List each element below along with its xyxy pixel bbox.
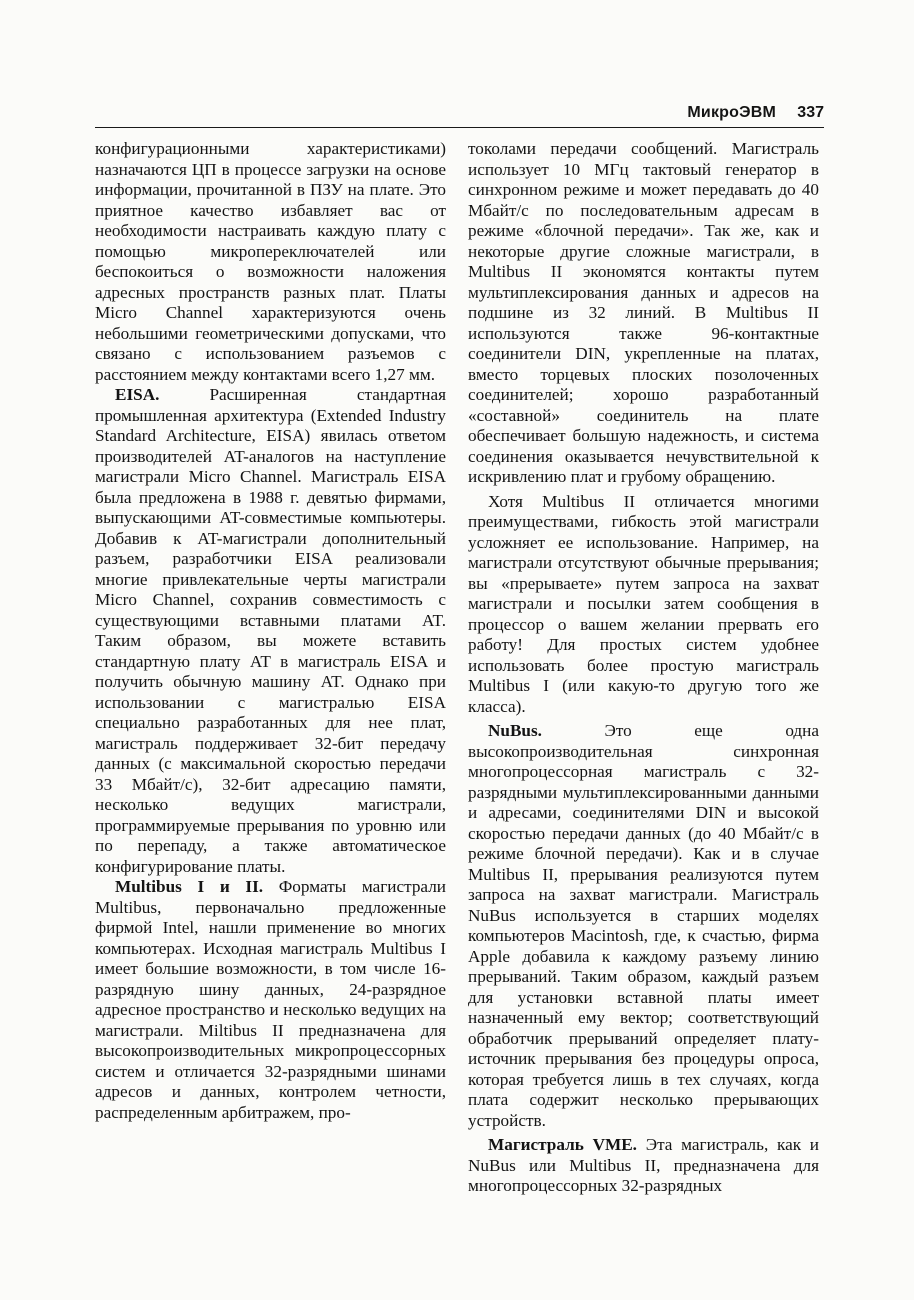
paragraph-vme: [468, 1135, 819, 1197]
paragraph-eisa: [95, 385, 446, 877]
paragraph-multibus-flexibility: Хотя Multibus II отличается многими преимуществами, гибкость этой магистрали усложняет ее использование. Например, на магистрали отсутствуют обычные прерывания; вы «прерываете» путем запроса на захват магистрали и посылки затем сообщения в процессор о вашем желании прервать его работу! Для простых систем удобнее использовать более простую магистраль Multibus I (или какую-то другую того же класса).: [468, 491, 819, 716]
right-column: [468, 139, 819, 1197]
paragraph-micro-channel-continued: конфигурационными характеристиками) назначаются ЦП в процессе загрузки на основе информации, прочитанной в ПЗУ на плате. Это приятное качество избавляет вас от необходимости настраивать каждую плату с помощью микропереключателей или беспокоиться о возможности наложения адресных пространств разных плат. Платы Micro Channel характеризуются очень небольшими геометрическими допусками, что связано с использованием разъемов с расстоянием между контактами всего 1,27 мм.: [95, 139, 446, 384]
paragraph-multibus: [95, 877, 446, 1123]
eisa-text: Расширенная стандартная промышленная архитектура (Extended Industry Standard Architecture, EISA) явилась ответом производителей AT-аналогов на наступление магистрали Micro Channel. Магистраль EISA была предложена в 1988 г. девятью фирмами, выпускающими AT-совместимые компьютеры. Добавив к AT-магистрали дополнительный разъем, разработчики EISA реализовали многие привлекательные черты магистрали Micro Channel, сохранив совместимость с существующими вставными платами AT. Таким образом, вы можете вставить стандартную плату AT в магистраль EISA и получить обычную машину AT. Однако при использовании с магистралью EISA специально разработанных для нее плат, магистраль поддерживает 32-бит передачу данных (с максимальной скоростью передачи 33 Мбайт/с), 32-бит адресацию памяти, несколько ведущих магистрали, программируемые прерывания по уровню или по перепаду, а также автоматическое конфигурирование платы.: [95, 385, 447, 876]
paragraph-multibus-continued: токолами передачи сообщений. Магистраль использует 10 МГц тактовый генератор в синхронном режиме и может передавать до 40 Мбайт/с по последовательным адресам в режиме «блочной передачи». Так же, как и некоторые другие сложные магистрали, в Multibus II экономятся контакты путем мультиплексирования данных и адресов на подшине из 32 линий. В Multibus II используются также 96-контактные соединители DIN, укрепленные на платах, вместо торцевых плоских позолоченных соединителей; хорошо разработанный «составной» соединитель на плате обеспечивает большую надежность, и система соединения оказывается нечувствительной к искривлению плат и грубому обращению.: [468, 139, 819, 486]
multibus-heading: Multibus I и II.: [115, 877, 264, 896]
nubus-heading: NuBus.: [488, 721, 542, 740]
paragraph-nubus: [468, 721, 819, 1131]
page-number: 337: [797, 104, 824, 121]
vme-text: Эта магистраль, как и NuBus или Multibus II, предназначена для многопроцессорных 32-разрядных: [468, 1135, 819, 1195]
vme-heading: Магистраль VME.: [488, 1135, 637, 1154]
running-header: [95, 103, 824, 128]
nubus-text: Это еще одна высокопроизводительная синхронная многопроцессорная магистраль с 32-разрядными мультиплексированными данными и адресами, соединителями DIN и высокой скоростью передачи данных (до 40 Мбайт/с в режиме блочной передачи). Как и в случае Multibus II, прерывания реализуются путем запроса на захват магистрали. Магистраль NuBus используется в старших моделях компьютеров Macintosh, где, к счастью, фирма Apple добавила к каждому разъему линию прерываний. Таким образом, каждый разъем для установки вставной платы имеет назначенный ему вектор; соответствующий обработчик прерываний определяет плату-источник прерывания без процедуры опроса, которая требуется лишь в тех случаях, когда плата содержит несколько прерывающих устройств.: [468, 721, 820, 1130]
left-column: [95, 139, 446, 1123]
eisa-heading: EISA.: [115, 385, 160, 404]
running-title: МикроЭВМ: [687, 104, 776, 121]
multibus-text: Форматы магистрали Multibus, первоначально предложенные фирмой Intel, нашли применение во многих компьютерах. Исходная магистраль Multibus I имеет большие возможности, в том числе 16-разрядную шину данных, 24-разрядное адресное пространство и несколько ведущих на магистрали. Miltibus II предназначена для высокопроизводительных микропроцессорных систем и отличается 32-разрядными шинами адресов и данных, контролем четности, распределенным арбитражем, про-: [95, 877, 446, 1122]
